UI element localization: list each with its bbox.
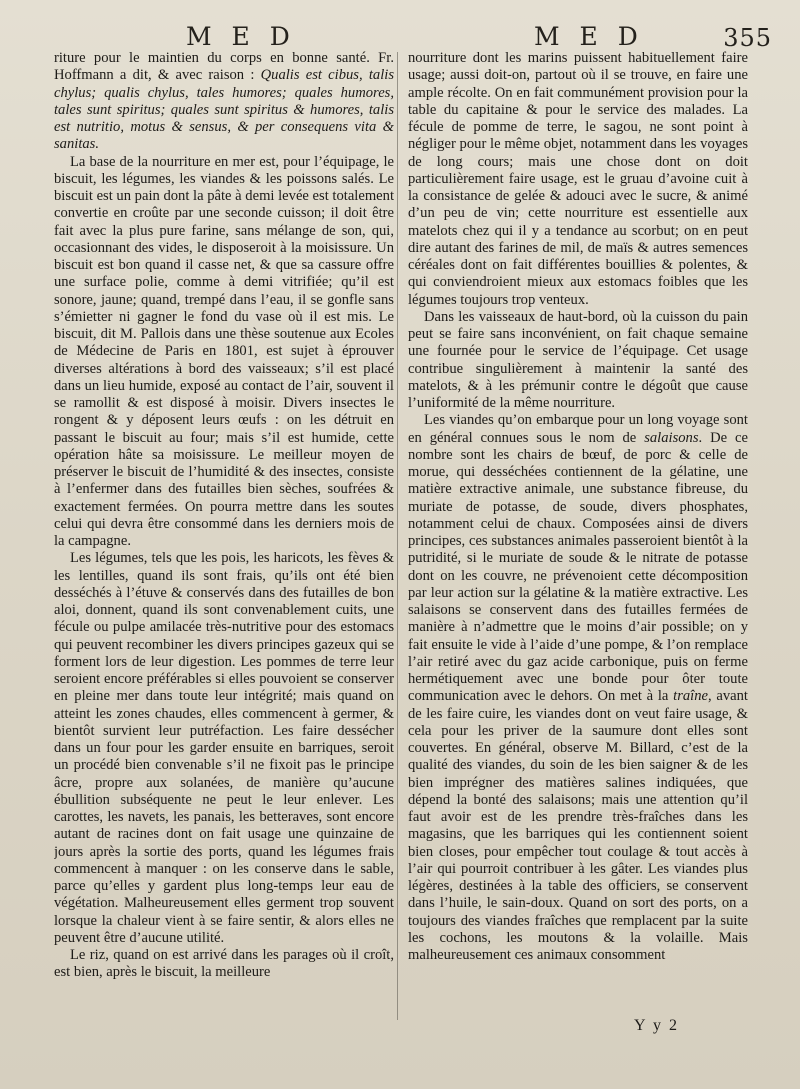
paragraph bbox=[408, 50, 748, 309]
signature-mark: Y y 2 bbox=[634, 1017, 679, 1034]
paragraph bbox=[408, 412, 748, 964]
text-run: nourriture dont les marins puissent habituellement faire usage; aussi doit-on, partout où il se trouve, en faire une ample récolte. On en fait communément provision pour la table du capitaine & pour le service des malades. La fécule de pomme de terre, le sagou, ne sont point à négliger pour le même objet, notamment dans les voyages de long cours; mais une chose dont on doit particulièrement faire usage, est le gruau d’avoine cuit à la consistance de gelée & adouci avec le sucre, & animé d’un peu de vin; cette nourriture est essentielle aux matelots chez qui il y a tendance au scorbut; on en peut dire autant des farines de mil, de maïs & autres semences céréales dont on fait différentes bouillies & polentes, & qui conviendroient mieux aux estomacs foibles que les légumes toujours trop venteux. bbox=[408, 50, 748, 308]
running-head-right: M E D bbox=[534, 22, 644, 51]
paragraph bbox=[408, 309, 748, 413]
text-run: Dans les vaisseaux de haut-bord, où la cuisson du pain peut se faire sans inconvénient, on fait chaque semaine une fournée pour le service de l’équipage. Cet usage contribue singulièrement à maintenir la santé des matelots, & à les prémunir contre le dégoût que cause l’uniformité de la même nourriture. bbox=[408, 308, 748, 411]
italic-text: traîne bbox=[673, 688, 709, 705]
italic-text: salaisons bbox=[644, 429, 699, 446]
paragraph bbox=[54, 947, 394, 982]
page-number: 355 bbox=[723, 24, 772, 52]
text-run: La base de la nourriture en mer est, pour l’équipage, le biscuit, les légumes, les viandes & les poissons salés. Le biscuit est un pain dont la pâte à demi levée est totalement convertie en croûte par une seconde cuisson; il doit être fait avec la plus pure farine, sans mélange de son, qui, occasionnant des vides, le disposeroit à la moisissure. Un biscuit est bon quand il casse net, & que sa cassure offre une surface polie, comme à demi vitrifiée; qu’il est sonore, jaune; quand, trempé dans l’eau, il se gonfle sans s’émietter ni gagner le fond du vase où il est mis. Le biscuit, dit M. Pallois dans une thèse soutenue aux Ecoles de Médecine de Paris en 1801, est sujet à éprouver diverses altérations à bord des vaisseaux; s’il est placé dans un lieu humide, exposé au contact de l’air, souvent il se ramollit & est disposé à moisir. Divers insectes le rongent & y déposent leurs œufs : on les détruit en passant le biscuit au four; mais s’il est humide, cette opération hâte sa moisissure. Le meilleur moyen de préserver le biscuit de l’humidité & des insectes, consiste à l’enfermer dans des futailles bien sèches, soufrées & exactement fermées. On pourra mettre dans les soutes celui qui devra être consommé dans les derniers mois de la campagne. bbox=[54, 153, 394, 549]
text-run: Le riz, quand on est arrivé dans les parages où il croît, est bien, après le biscuit, la meilleure bbox=[54, 947, 394, 981]
paragraph bbox=[54, 50, 394, 154]
text-run: Les légumes, tels que les pois, les haricots, les fèves & les lentilles, quand ils sont frais, qu’ils ont été bien desséchés à l’étuve & conservés dans des futailles de bon aloi, donnent, quand ils sont convenablement cuits, une fécule ou pulpe amilacée très-nutritive pour des estomacs qui peuvent recombiner les divers principes gazeux qui se forment lors de leur digestion. Les pommes de terre leur seroient encore préférables si elles pouvoient se conserver en pleine mer dans toute leur intégrité; mais quand on atteint les zones chaudes, elles commencent à germer, & bientôt survient leur putréfaction. Les faire dessécher dans un four pour les garder ensuite en barriques, seroit un procédé bien convenable s’il ne fixoit pas le principe âcre, propre aux solanées, de manière qu’aucune ébullition subséquente ne peut le leur enlever. Les carottes, les navets, les panais, les betteraves, sont encore autant de racines dont on fait usage une quinzaine de jours après la sortie des ports, quand les légumes frais commencent à manquer : on les conserve dans le sable, parce qu’elles y gardent plus long-temps leur eau de végétation. Malheureusement elles germent trop souvent lorsque la chaleur vient à se faire sentir, & alors elles ne peuvent être d’aucune utilité. bbox=[54, 550, 394, 946]
text-run: . De ce nombre sont les chairs de bœuf, de porc & celle de morue, qui desséchées contiennent de la gélatine, une matière extractive animale, une substance fibreuse, du muriate de potasse, de soude, divers phosphates, notamment celui de chaux. Composées ainsi de divers principes, ces substances animales passeroient bientôt à la putridité, si le muriate de soude & le nitrate de potasse dont on les couvre, ne prévenoient cette décomposition par leur action sur la gélatine & la matière extractive. Les salaisons se conservent dans des futailles fermées de manière à n’admettre que le moins d’air possible; on y fait ensuite le vide à l’aide d’une pompe, & l’on remplace l’air retiré avec du gaz acide carbonique, puis on ferme hermétiquement avec une bonde pour ôter toute communication avec le dehors. On met à la bbox=[408, 429, 748, 705]
text-run: , avant de les faire cuire, les viandes dont on veut faire usage, & cela pour les priver de la saumure dont elles sont couvertes. En général, observe M. Billard, c’est de la qualité des viandes, du soin de les bien saigner & de les bien imprégner des matières salines indiquées, que dépend la bonté des salaisons; mais une attention qu’il faut avoir est de les prendre très-fraîches dans les magasins, que les barriques qui les contiennent soient bien closes, pour empêcher tout coulage & tout accès à l’air qui pourroit contribuer à les gâter. Les viandes plus légères, destinées à la table des officiers, se conservent dans l’huile, le sain-doux. Quand on sort des ports, on a toujours des viandes fraîches que remplacent par la suite les cochons, les moutons & la volaille. Mais malheureusement ces animaux consomment bbox=[408, 688, 748, 963]
paragraph bbox=[54, 550, 394, 947]
left-column bbox=[54, 50, 394, 1016]
text-run: Les viandes qu’on embarque pour un long voyage sont en général connues sous le nom de bbox=[408, 412, 748, 446]
paragraph bbox=[54, 154, 394, 551]
right-column bbox=[408, 50, 748, 1016]
running-head-left: M E D bbox=[186, 22, 296, 51]
italic-text: Qualis est cibus, talis chylus; qualis chylus, tales humores; quales humores, tales sunt spiritus; quales sunt spiritus & humores, talis est nutritio, motus & sensus, & per consequens vita & sanitas. bbox=[54, 67, 394, 153]
column-divider bbox=[397, 52, 398, 1020]
text-run: riture pour le maintien du corps en bonne santé. Fr. Hoffmann a dit, & avec raison : bbox=[54, 50, 394, 84]
